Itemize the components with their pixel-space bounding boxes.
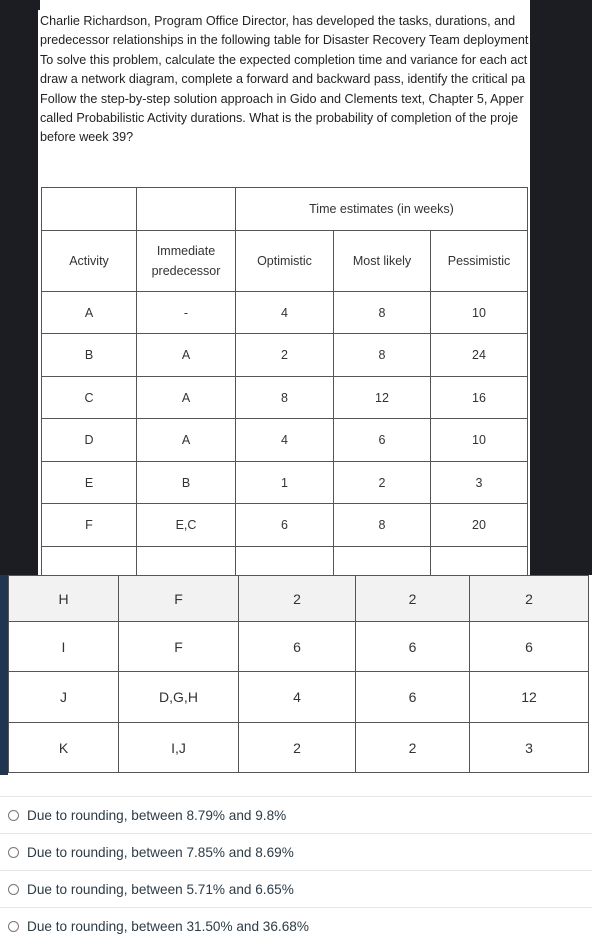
header-pessimistic: Pessimistic (431, 231, 528, 292)
question-line: before week 39? (40, 130, 134, 145)
cell: I,J (119, 723, 239, 773)
cell: 12 (334, 377, 431, 419)
cell: 16 (431, 377, 528, 419)
table-row (9, 723, 589, 773)
cell: 8 (236, 377, 334, 419)
question-line: Follow the step-by-step solution approach in Gido and Clements text, Chapter 5, Apper (40, 91, 524, 106)
cell: E (42, 462, 137, 504)
table-row (9, 576, 589, 622)
cell: 24 (431, 334, 528, 377)
table-row (9, 672, 589, 723)
cell: 10 (431, 292, 528, 334)
table-row (42, 292, 528, 334)
cell: E,C (137, 504, 236, 547)
top-table-body (42, 292, 528, 589)
table-row (9, 622, 589, 672)
cell: A (137, 377, 236, 419)
cell: 8 (334, 334, 431, 377)
cell: 2 (239, 723, 356, 773)
radio-icon[interactable] (8, 921, 19, 932)
cell: A (137, 334, 236, 377)
table-row (42, 377, 528, 419)
cell: 20 (431, 504, 528, 547)
cell: 2 (236, 334, 334, 377)
empty-header-cell (137, 188, 236, 231)
answer-option-2[interactable] (0, 833, 592, 870)
question-line: called Probabilistic Activity durations. What is the probability of completion of the proje (40, 111, 519, 126)
desktop-background-right (530, 0, 592, 575)
activity-table-bottom (8, 575, 589, 773)
cell: B (137, 462, 236, 504)
cell: 4 (431, 547, 528, 589)
cell: J (9, 672, 119, 723)
header-optimistic: Optimistic (236, 231, 334, 292)
cell: A (42, 292, 137, 334)
answer-option-3[interactable] (0, 870, 592, 907)
desktop-background-left-lower (0, 575, 8, 775)
cell: 12 (470, 672, 589, 723)
cell: G (42, 547, 137, 589)
question-line: draw a network diagram, complete a forward and backward pass, identify the critical pa (40, 72, 526, 87)
table-row (42, 462, 528, 504)
cell: H (9, 576, 119, 622)
question-text (40, 12, 530, 148)
question-line: Charlie Richardson, Program Office Director, has developed the tasks, durations, and (40, 14, 516, 28)
header-activity: Activity (42, 231, 137, 292)
cell: - (137, 292, 236, 334)
cell: I (9, 622, 119, 672)
header-predecessor: Immediate predecessor (137, 231, 236, 292)
cell: 3 (431, 462, 528, 504)
cell: 6 (356, 672, 470, 723)
answer-option-label: Due to rounding, between 31.50% and 36.68% (27, 918, 309, 934)
cell: 10 (431, 419, 528, 462)
cell: E,C (137, 547, 236, 589)
cell: 2 (239, 576, 356, 622)
cell: B (42, 334, 137, 377)
cell: C (42, 377, 137, 419)
cell: 4 (236, 419, 334, 462)
empty-header-cell (42, 188, 137, 231)
cell: 2 (356, 723, 470, 773)
question-image (38, 10, 530, 588)
answer-option-label: Due to rounding, between 5.71% and 6.65% (27, 881, 294, 897)
cell: K (9, 723, 119, 773)
cell: 6 (334, 419, 431, 462)
table-row (42, 419, 528, 462)
answer-option-label: Due to rounding, between 7.85% and 8.69% (27, 844, 294, 860)
header-most-likely: Most likely (334, 231, 431, 292)
cell: 1 (236, 462, 334, 504)
cell: 2 (236, 547, 334, 589)
cell: 3 (470, 723, 589, 773)
radio-icon[interactable] (8, 847, 19, 858)
cell: F (42, 504, 137, 547)
radio-icon[interactable] (8, 884, 19, 895)
time-estimates-header: Time estimates (in weeks) (236, 188, 528, 231)
answer-option-4[interactable] (0, 907, 592, 944)
activity-table-top (41, 187, 528, 589)
cell: 6 (236, 504, 334, 547)
answer-options (0, 796, 592, 944)
cell: 2 (356, 576, 470, 622)
cell: 6 (356, 622, 470, 672)
cell: D,G,H (119, 672, 239, 723)
table-row (42, 334, 528, 377)
cell: 4 (236, 292, 334, 334)
cell: 3 (334, 547, 431, 589)
cell: F (119, 622, 239, 672)
cell: 8 (334, 292, 431, 334)
radio-icon[interactable] (8, 810, 19, 821)
cell: F (119, 576, 239, 622)
cell: 8 (334, 504, 431, 547)
answer-option-label: Due to rounding, between 8.79% and 9.8% (27, 807, 287, 823)
cell: 2 (334, 462, 431, 504)
cell: D (42, 419, 137, 462)
question-line: predecessor relationships in the following table for Disaster Recovery Team deployment (40, 33, 529, 48)
cell: A (137, 419, 236, 462)
table-row (42, 504, 528, 547)
cell: 6 (239, 622, 356, 672)
question-line: To solve this problem, calculate the expected completion time and variance for each act (40, 52, 528, 67)
cell: 2 (470, 576, 589, 622)
cell: 4 (239, 672, 356, 723)
desktop-background-left (0, 0, 40, 575)
cell: 6 (470, 622, 589, 672)
answer-option-1[interactable] (0, 796, 592, 833)
